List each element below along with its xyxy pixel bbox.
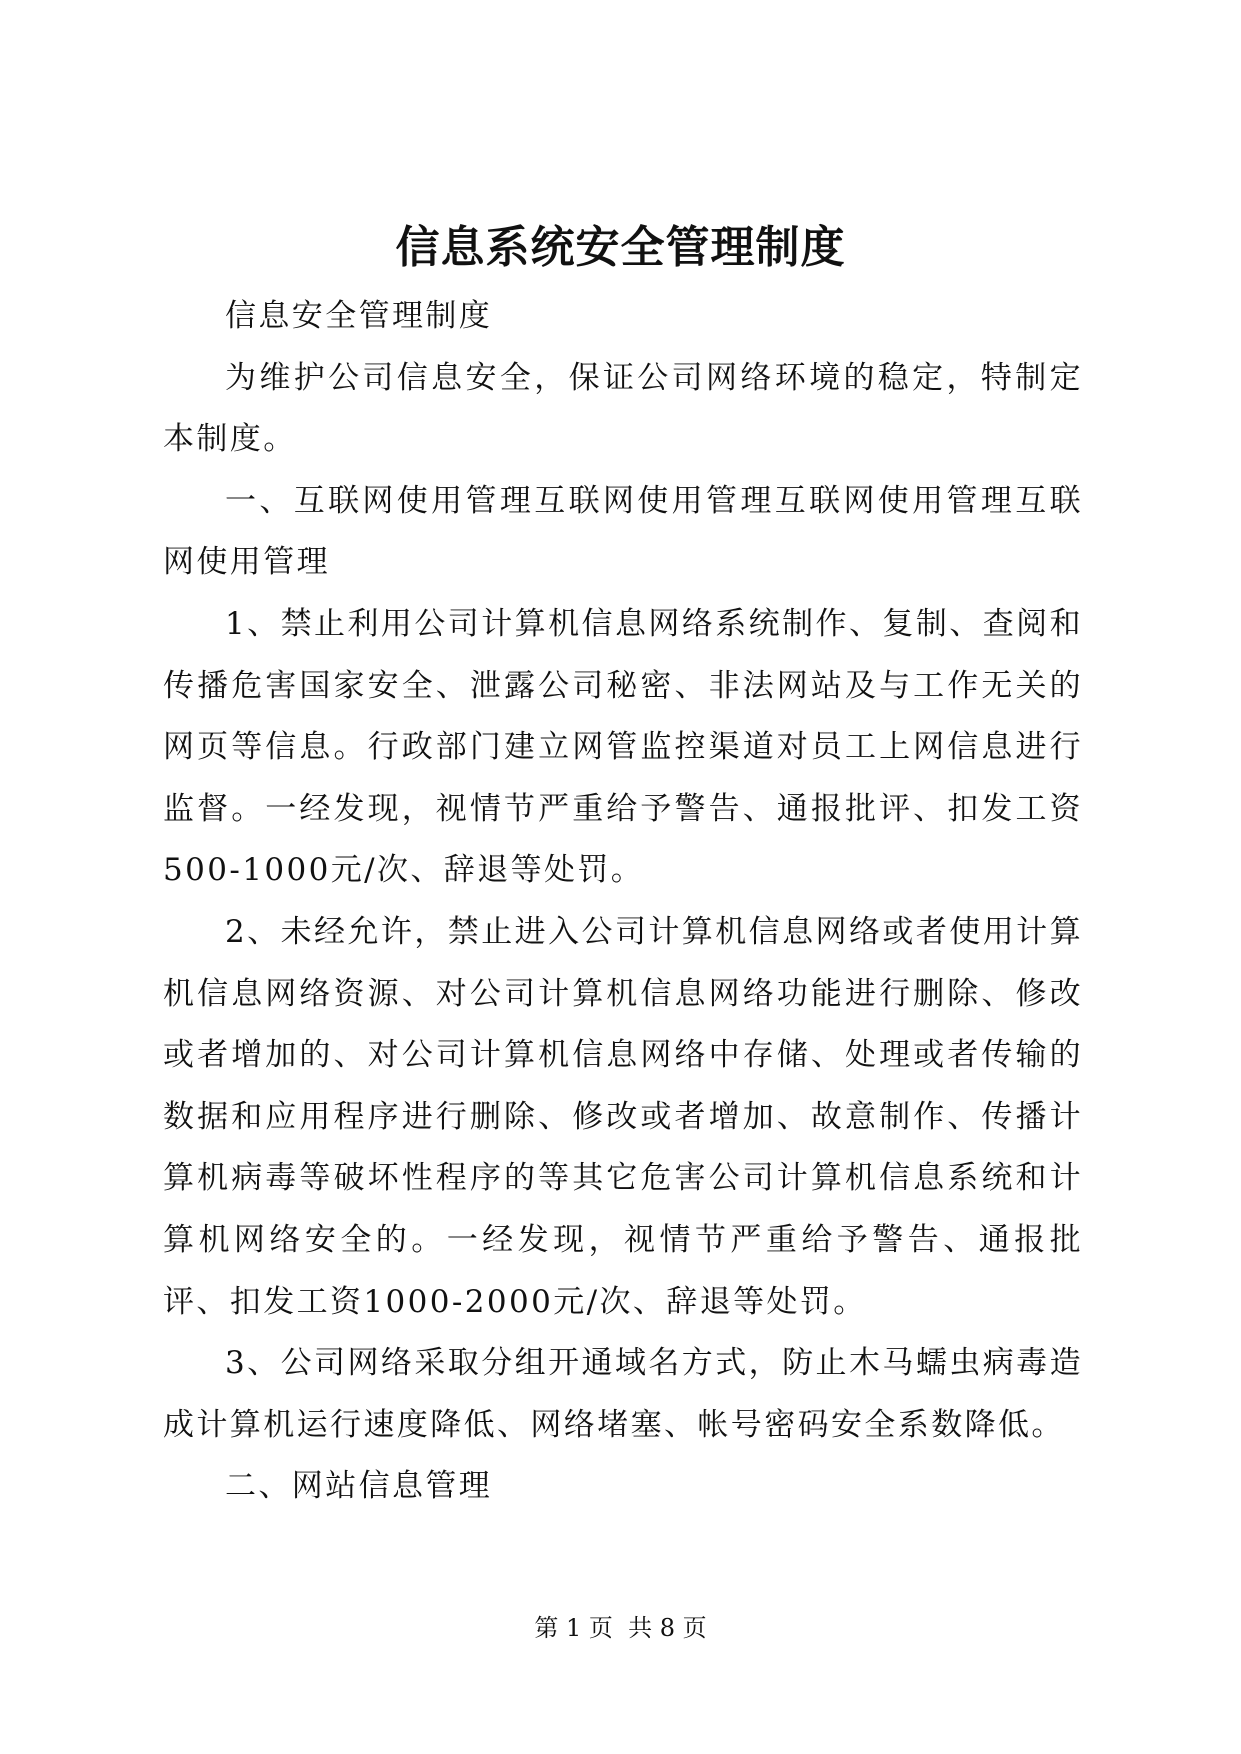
page-footer — [0, 1612, 1241, 1644]
document-body — [163, 286, 1083, 1518]
paragraph-subtitle: 信息安全管理制度 — [225, 298, 493, 334]
paragraph-intro: 为维护公司信息安全，保证公司网络环境的稳定，特制定本制度。 — [163, 359, 1083, 458]
page-number: 第 1 页 共 8 页 — [534, 1614, 707, 1642]
paragraph-rule-3: 3、公司网络采取分组开通域名方式，防止木马蠕虫病毒造成计算机运行速度降低、网络堵塞、帐号密码安全系数降低。 — [163, 1345, 1083, 1443]
paragraph-rule-1: 1、禁止利用公司计算机信息网络系统制作、复制、查阅和传播危害国家安全、泄露公司秘密、非法网站及与工作无关的网页等信息。行政部门建立网管监控渠道对员工上网信息进行监督。一经发现，视情节严重给予警告、通报批评、扣发工资500-1000元/次、辞退等处罚。 — [163, 605, 1083, 889]
section-heading-internet: 一、互联网使用管理互联网使用管理互联网使用管理互联网使用管理 — [163, 482, 1083, 581]
document-title: 信息系统安全管理制度 — [395, 222, 846, 273]
section-heading-website: 二、网站信息管理 — [225, 1468, 493, 1505]
paragraph-rule-2: 2、未经允许，禁止进入公司计算机信息网络或者使用计算机信息网络资源、对公司计算机信息网络功能进行删除、修改或者增加的、对公司计算机信息网络中存储、处理或者传输的数据和应用程序进行删除、修改或者增加、故意制作、传播计算机病毒等破坏性程序的等其它危害公司计算机信息系统和计算机网络安全的。一经发现，视情节严重给予警告、通报批评、扣发工资1000-2000元/次、辞退等处罚。 — [163, 913, 1083, 1320]
